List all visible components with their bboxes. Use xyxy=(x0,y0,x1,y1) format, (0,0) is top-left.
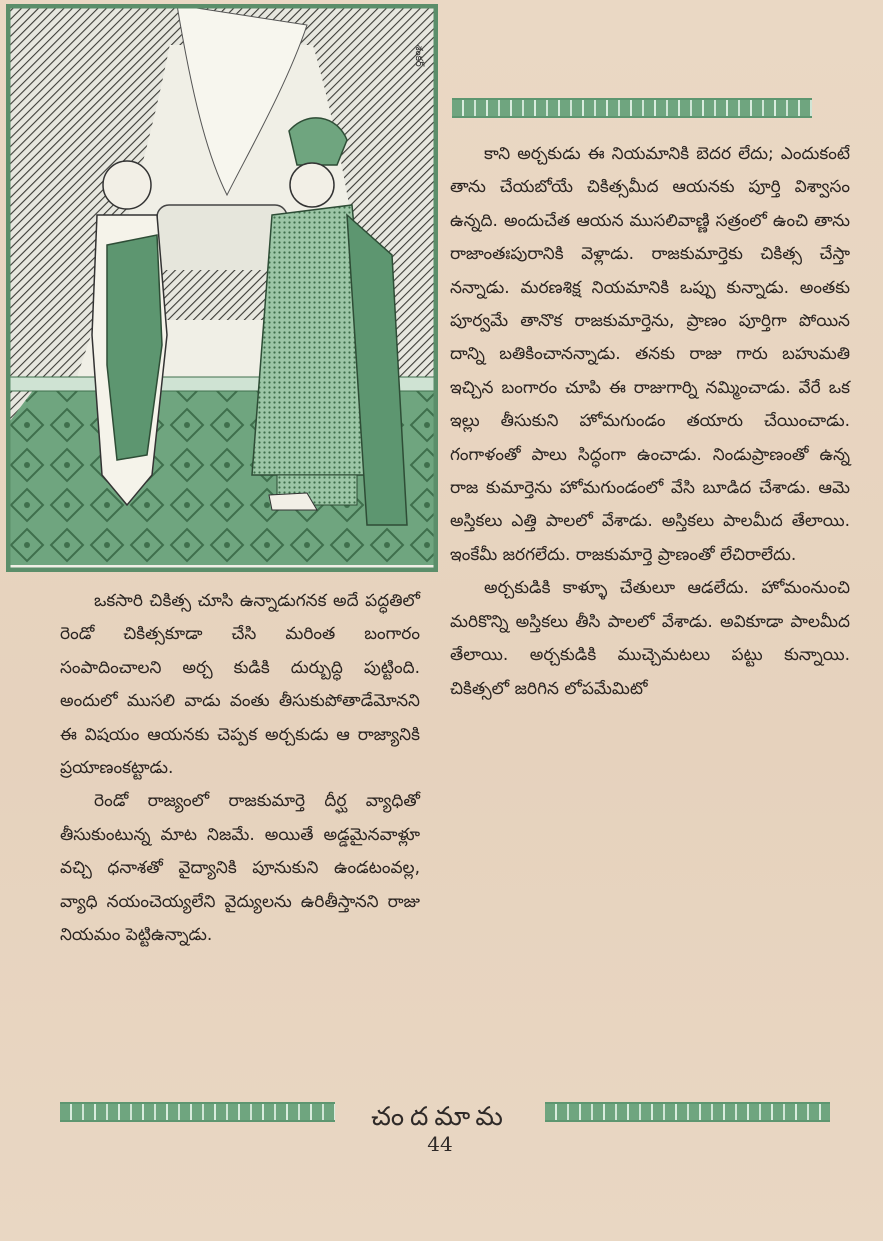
ornament-footer-right xyxy=(545,1102,830,1122)
paragraph: రెండో రాజ్యంలో రాజకుమార్తె దీర్ఘ వ్యాధితో తీసుకుంటున్న మాట నిజమే. అయితే అడ్డమైనవాళ్లూ వచ్చి ధనాశతో వైద్యానికి పూనుకుని ఉండటంవల్ల, వ్యాధి నయంచెయ్యలేని వైద్యులను ఉరితీస్తానని రాజు నియమం పెట్టిఉన్నాడు. xyxy=(60,791,420,946)
ornament-footer-left xyxy=(60,1102,335,1122)
left-text-column xyxy=(60,585,420,952)
magazine-title: చందమామ xyxy=(371,1102,509,1132)
story-illustration xyxy=(6,4,438,572)
paragraph: కాని అర్చకుడు ఈ నియమానికి బెదర లేదు; ఎందుకంటే తాను చేయబోయే చికిత్సమీద ఆయనకు పూర్తి విశ్వాసం ఉన్నది. అందుచేత ఆయన ముసలివాణ్ణి సత్రంలో ఉంచి తాను రాజాంతఃపురానికి వెళ్లాడు. రాజకుమార్తెకు చికిత్స చేస్తా నన్నాడు. మరణశిక్ష నియమానికి ఒప్పు కున్నాడు. అంతకు పూర్వమే తానొక రాజకుమార్తెను, ప్రాణం పూర్తిగా పోయిన దాన్ని బతికించానన్నాడు. తనకు రాజు గారు బహుమతి ఇచ్చిన బంగారం చూపి ఈ రాజుగార్ని నమ్మించాడు. వేరే ఒక ఇల్లు తీసుకుని హోమగుండం తయారు చేయించాడు. గంగాళంతో పాలు సిద్ధంగా ఉంచాడు. నిండుప్రాణంతో ఉన్న రాజ కుమార్తెను హోమగుండంలో వేసి బూడిద చేశాడు. ఆమె అస్తికలు ఎత్తి పాలలో వేశాడు. అస్తికలు పాలమీద తేలాయి. ఇంకేమీ జరగలేదు. రాజకుమార్తె ప్రాణంతో లేచిరాలేదు. xyxy=(450,144,850,565)
ornament-top-right xyxy=(452,98,812,118)
artist-signature: శంకర్ xyxy=(413,45,424,67)
paragraph: అర్చకుడికి కాళ్ళూ చేతులూ ఆడలేదు. హోమంనుంచి మరికొన్ని అస్తికలు తీసి పాలలో వేశాడు. అవికూడా పాలమీద తేలాయి. అర్చకుడికి ముచ్చెమటలు పట్టు కున్నాయి. చికిత్సలో జరిగిన లోపమేమిటో xyxy=(450,578,850,699)
illustration-drawing xyxy=(7,5,437,571)
right-text-column xyxy=(450,138,850,706)
page-number: 44 xyxy=(427,1132,453,1156)
paragraph: ఒకసారి చికిత్స చూసి ఉన్నాడుగనక అదే పద్ధతిలో రెండో చికిత్సకూడా చేసి మరింత బంగారం సంపాదించాలని అర్చ కుడికి దుర్బుద్ధి పుట్టింది. అందులో ముసలి వాడు వంతు తీసుకుపోతాడేమోనని ఈ విషయం ఆయనకు చెప్పక అర్చకుడు ఆ రాజ్యానికి ప్రయాణంకట్టాడు. xyxy=(60,591,420,779)
